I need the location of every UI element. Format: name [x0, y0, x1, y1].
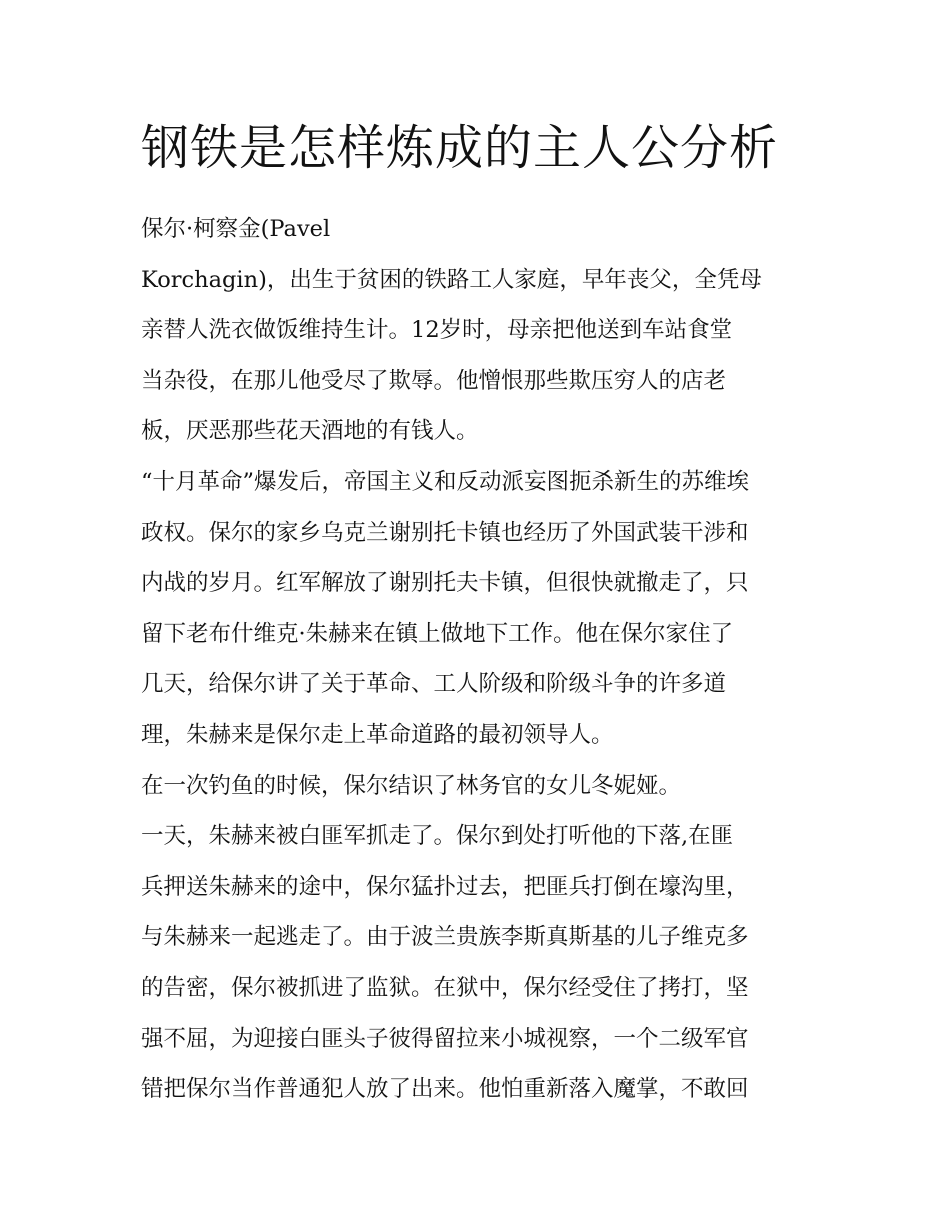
text-line: 政权。保尔的家乡乌克兰谢别托卡镇也经历了外国武装干涉和: [141, 519, 749, 546]
text-line: 几天，给保尔讲了关于革命、工人阶级和阶级斗争的许多道: [141, 671, 727, 698]
text-line: 与朱赫来一起逃走了。由于波兰贵族李斯真斯基的儿子维克多: [141, 924, 749, 951]
text-line: “十月革命”爆发后，帝国主义和反动派妄图扼杀新生的苏维埃: [141, 468, 750, 495]
text-line: 留下老布什维克·朱赫来在镇上做地下工作。他在保尔家住了: [141, 620, 734, 647]
document-body: [141, 118, 816, 1115]
text-line: Korchagin)，出生于贫困的铁路工人家庭，早年丧父，全凭母: [141, 266, 762, 293]
document-title: 钢铁是怎样炼成的主人公分析: [141, 120, 779, 176]
text-line: 板，厌恶那些花天酒地的有钱人。: [141, 418, 479, 445]
text-line: 内战的岁月。红军解放了谢别托夫卡镇，但很快就撤走了，只: [141, 570, 749, 597]
text-line: 的告密，保尔被抓进了监狱。在狱中，保尔经受住了拷打，坚: [141, 974, 749, 1001]
text-line: 理，朱赫来是保尔走上革命道路的最初领导人。: [141, 721, 614, 748]
text-line: 兵押送朱赫来的途中，保尔猛扑过去，把匪兵打倒在壕沟里，: [141, 873, 749, 900]
text-line: 亲替人洗衣做饭维持生计。12岁时，母亲把他送到车站食堂: [141, 317, 733, 344]
text-line: 保尔·柯察金(Pavel: [141, 216, 331, 242]
text-line: 错把保尔当作普通犯人放了出来。他怕重新落入魔掌，不敢回: [141, 1076, 749, 1103]
text-line: 强不屈，为迎接白匪头子彼得留拉来小城视察，一个二级军官: [141, 1025, 749, 1052]
text-line: 一天，朱赫来被白匪军抓走了。保尔到处打听他的下落,在匪: [141, 823, 734, 850]
text-line: 在一次钓鱼的时候，保尔结识了林务官的女儿冬妮娅。: [141, 772, 682, 799]
text-line: 当杂役，在那儿他受尽了欺辱。他憎恨那些欺压穷人的店老: [141, 367, 727, 394]
